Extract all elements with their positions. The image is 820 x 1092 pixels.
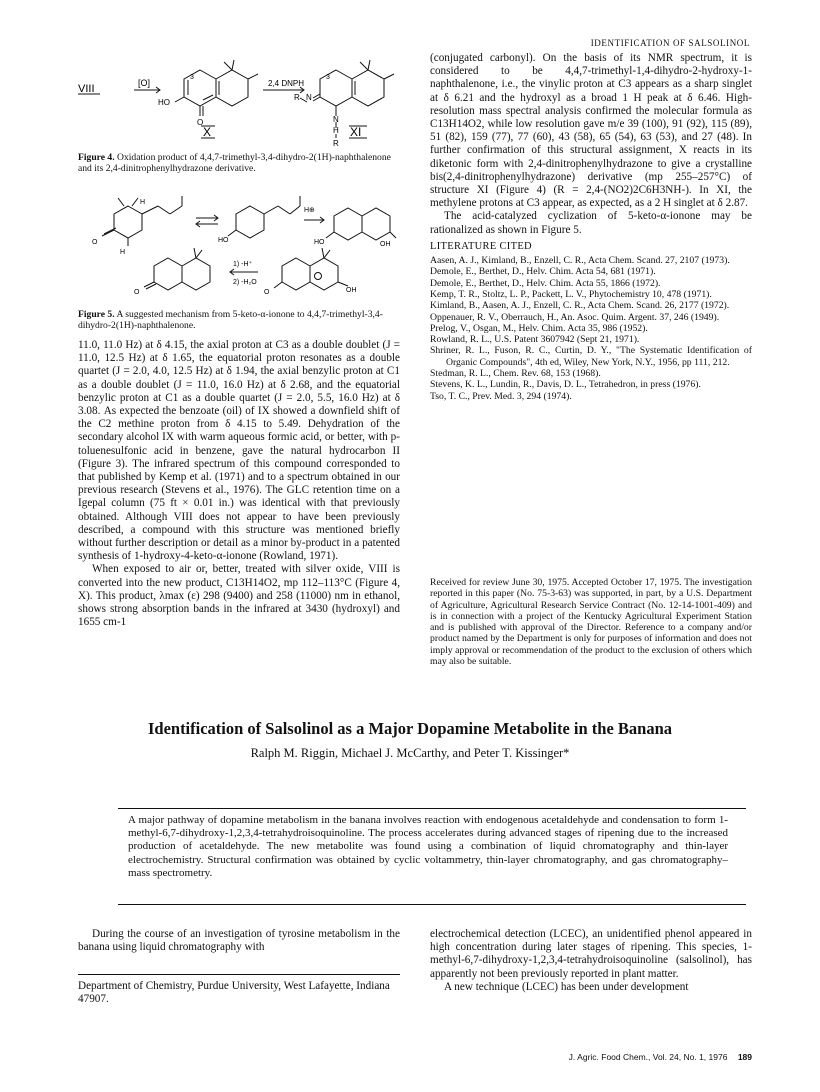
figure-4-caption-text: Oxidation product of 4,4,7-trimethyl-3,4-dihydro-2(1H)-naphthalenone and its 2,4-dinitrophenylhydrazone derivative.	[78, 152, 391, 175]
reference-item: Aasen, A. J., Kimland, B., Enzell, C. R., Acta Chem. Scand. 27, 2107 (1973).	[430, 255, 730, 267]
reference-item: Prelog, V., Osgan, M., Helv. Chim. Acta 35, 986 (1952).	[430, 322, 648, 334]
figure-4-structures	[78, 52, 400, 152]
abstract-top-rule	[118, 808, 746, 809]
reference-item: Stevens, K. L., Lundin, R., Davis, D. L., Tetrahedron, in press (1976).	[430, 379, 701, 391]
oh-label-3: OH	[380, 241, 391, 248]
right-paragraph-2: The acid-catalyzed cyclization of 5-keto-α-ionone may be rationalized as shown in Figure 5.	[430, 210, 752, 236]
o-label-x: O	[197, 118, 204, 127]
figure-4-caption	[78, 152, 400, 175]
reference-item: Demole, E., Berthet, D., Helv. Chim. Acta 54, 681 (1971).	[430, 266, 656, 278]
reference-item: Demole, E., Berthet, D., Helv. Chim. Acta 55, 1866 (1972).	[430, 277, 661, 289]
ho-label-2: HO	[218, 237, 229, 244]
h-label-xi: H	[333, 126, 339, 135]
o-label-4: O	[134, 289, 140, 296]
reference-list	[430, 255, 752, 402]
figure-5-mechanism	[78, 188, 400, 306]
figure-5-caption-text: A suggested mechanism from 5-keto-α-ionone to 4,4,7-trimethyl-3,4-dihydro-2(1H)-naphthalenone.	[78, 309, 383, 332]
figure-5-caption	[78, 309, 400, 332]
dnph-arrow-label: 2,4 DNPH	[268, 79, 305, 88]
step1-label: 1) -H⁺	[233, 261, 253, 268]
r-label-xi-2: R	[333, 139, 339, 148]
o-label-1: O	[92, 239, 98, 246]
intro-right-paragraph-2: A new technique (LCEC) has been under development	[444, 980, 689, 993]
left-column-body	[78, 339, 400, 629]
n-label-xi-2: N	[333, 115, 339, 124]
r-label-xi: R	[294, 93, 300, 102]
reference-item: Shriner, R. L., Fuson, R. C., Curtin, D. Y., "The Systematic Identification of Organic Compounds", 4th ed, Wiley, New York, N.Y., 1956, pp 111, 212.	[430, 345, 752, 368]
intro-right-paragraph-1: electrochemical detection (LCEC), an unidentified phenol appeared in high concentration during later stages of ripening. This species, 1-methyl-6,7-dihydroxy-1,2,3,4-tetrahydroisoquinoline (salsolinol), has apparently not been previously reported in plant matter.	[430, 928, 752, 980]
left-paragraph-2: When exposed to air or, better, treated with silver oxide, VIII is converted into the new product, C13H14O2, mp 112–113°C (Figure 4, X). This product, λmax (ε) 298 (9400) and 258 (11000) nm in ethanol, shows strong absorption bands in the infrared at 3430 (hydroxyl) and 1655 cm-1	[78, 563, 400, 629]
step2-label: 2) -H₂O	[233, 279, 257, 286]
figure-5-caption-label: Figure 5.	[78, 309, 115, 320]
reference-item: Tso, T. C., Prev. Med. 3, 294 (1974).	[430, 390, 572, 402]
abstract-bottom-rule	[118, 904, 746, 905]
literature-cited-heading: LITERATURE CITED	[430, 240, 532, 252]
figure-5	[78, 188, 400, 306]
oh-label-5: OH	[346, 287, 357, 294]
reference-item: Stedman, R. L., Chem. Rev. 68, 153 (1968).	[430, 368, 601, 380]
figure-4-caption-label: Figure 4.	[78, 152, 115, 163]
reference-item: Kimland, B., Aasen, A. J., Enzell, C. R., Acta Chem. Scand. 26, 2177 (1972).	[430, 300, 730, 312]
compound-x-label: X	[203, 125, 212, 139]
journal-citation: J. Agric. Food Chem., Vol. 24, No. 1, 1976	[568, 1052, 728, 1062]
oxidation-arrow-label: [O]	[138, 78, 151, 88]
intro-right	[430, 928, 752, 994]
affiliation-rule	[78, 974, 400, 975]
position-3-label-xi: 3	[326, 74, 330, 81]
reference-item: Oppenauer, R. V., Oberrauch, H., An. Asoc. Quim. Argent. 37, 246 (1949).	[430, 311, 720, 323]
received-note: Received for review June 30, 1975. Accepted October 17, 1975. The investigation reported in this paper (No. 75-3-63) was supported, in part, by a U.S. Department of Agriculture, Agricultural Research Service Contract (No. 12-14-1001-409) and is in connection with a project of the Kentucky Agricultural Experiment Station and is published with approval of the Director. Reference to a company and/or product named by the Department is only for purposes of information and does not imply approval or recommendation of the product to the exclusion of others which may also be suitable.	[430, 577, 752, 668]
right-column-body	[430, 52, 752, 402]
figure-4	[78, 52, 400, 152]
article-authors: Ralph M. Riggin, Michael J. McCarthy, and Peter T. Kissinger*	[250, 746, 570, 760]
h-label-1: H	[140, 199, 146, 206]
running-header: IDENTIFICATION OF SALSOLINOL	[590, 38, 750, 48]
page-footer	[569, 1052, 752, 1062]
intro-left: During the course of an investigation of tyrosine metabolism in the banana using liquid chromatography with	[78, 928, 400, 954]
ho-label-x: HO	[158, 98, 170, 107]
reference-item: Kemp, T. R., Stoltz, L. P., Packett, L. V., Phytochemistry 10, 478 (1971).	[430, 288, 712, 300]
left-paragraph-1: 11.0, 11.0 Hz) at δ 4.15, the axial proton at C3 as a double doublet (J = 11.0, 12.5 Hz) at δ 1.65, the equatorial proton resonates as a double quartet (J = 2.0, 4.0, 12.5 Hz) at δ 1.94, the axial benzylic proton at C1 as a double doublet (J = 11.0, 16.0 Hz) at δ 2.68, and the equatorial benzylic proton at C1 as a double quartet (J = 2.0, 5.5, 16.0 Hz) at δ 3.08. As expected the benzoate (oil) of IX showed a downfield shift of the C2 methine proton from δ 4.15 to 5.49. Dehydration of the secondary alcohol IX with warm aqueous formic acid, or better, with p-toluenesulfonic acid in benzene, gave the natural hydrocarbon II (Figure 3). The infrared spectrum of this compound corresponded to that published by Kemp et al. (1971) and to a spectrum obtained in our previous research (Stevens et al., 1976). The GLC retention time on a Igepal column (75 ft × 0.01 in.) was identical with that previously obtained. Although VIII does not appear to have been previously described, a compound with this structure was mentioned briefly without further description or detail as a minor by-product in a patented synthesis of 1-hydroxy-4-keto-α-ionone (Rowland, 1971).	[78, 339, 400, 563]
position-3-label: 3	[190, 74, 194, 81]
n-label-xi: N	[306, 93, 312, 102]
right-paragraph-1: (conjugated carbonyl). On the basis of its NMR spectrum, it is considered to be 4,4,7-trimethyl-1,4-dihydro-2-hydroxy-1-naphthalenone, i.e., the vinylic proton at C3 appears as a sharp singlet at δ 6.21 and the hydroxyl as a broad 1 H peak at δ 6.46. High-resolution mass spectral analysis confirmed the molecular formula as C13H14O2, while low resolution gave m/e 39 (100), 91 (92), 115 (89), 51 (82), 159 (77), 77 (60), 43 (58), 65 (54), 63 (53), and 27 (48). In further confirmation of this structural assignment, X reacts in its diketonic form with 2,4-dinitrophenylhydrazone to give a crystalline bis(2,4-dinitrophenylhydrazone) derivative (mp 255–257°C) of structure XI (Figure 4) (R = 2,4-(NO2)2C6H3NH-). In XI, the methylene protons at C3 appear, as expected, as a 2 H singlet at δ 2.87.	[430, 52, 752, 210]
compound-xi-label: XI	[350, 125, 362, 139]
affiliation: Department of Chemistry, Purdue University, West Lafayette, Indiana 47907.	[78, 980, 390, 1006]
reference-item: Rowland, R. L., U.S. Patent 3607942 (Sept 21, 1971).	[430, 334, 640, 346]
article-title: Identification of Salsolinol as a Major Dopamine Metabolite in the Banana	[147, 719, 673, 738]
ho-label-3: HO	[314, 239, 325, 246]
abstract: A major pathway of dopamine metabolism in the banana involves reaction with endogenous acetaldehyde and condensation to form 1-methyl-6,7-dihydroxy-1,2,3,4-tetrahydroisoquinoline. The process accelerates during advanced stages of ripening due to the increased production of acetaldehyde. The new metabolite was found using a combination of liquid chromatography and thin-layer electrochemistry. Structural confirmation was obtained by cyclic voltammetry, thin-layer chromatography, and gas chromatography–mass spectrometry.	[128, 814, 728, 879]
page-number: 189	[737, 1052, 752, 1062]
compound-viii-label: VIII	[78, 83, 95, 95]
h-label-1b: H	[120, 249, 126, 256]
h-plus-label: H⊕	[304, 207, 315, 214]
o-label-5: O	[264, 289, 270, 296]
